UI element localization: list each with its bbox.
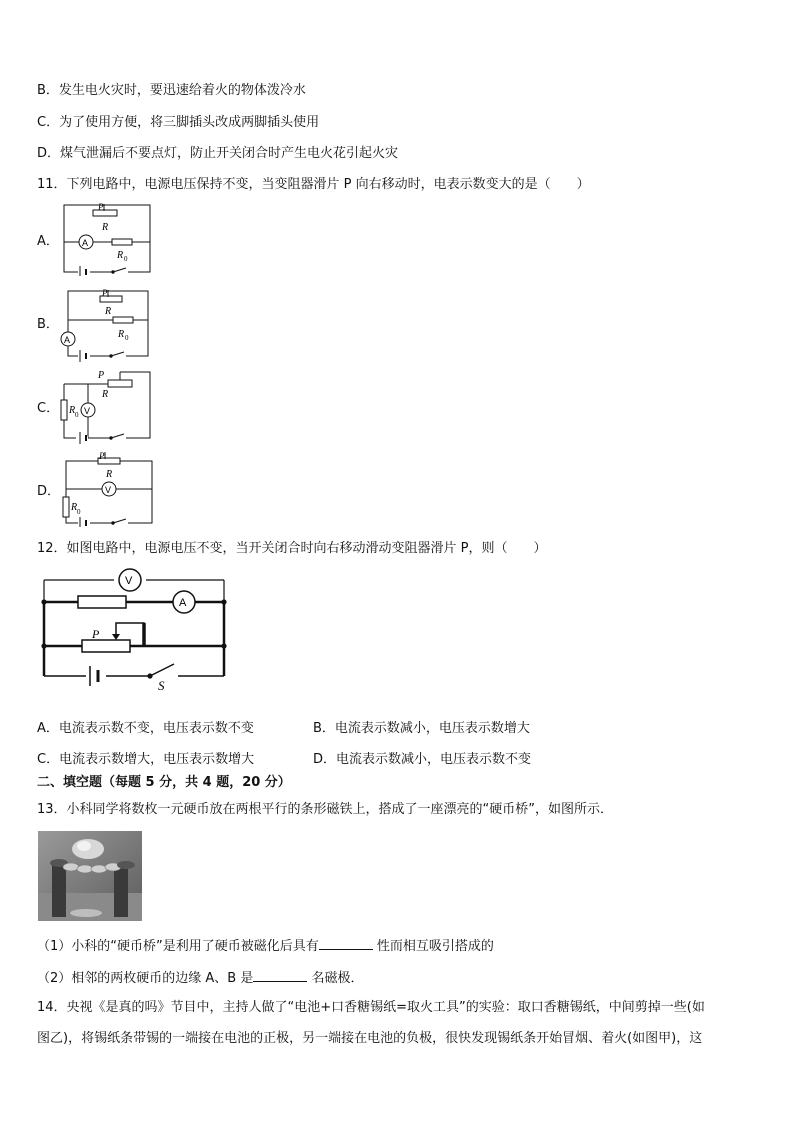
q13-sub1-blank[interactable] (319, 935, 373, 950)
q11-circuit-c (58, 366, 158, 444)
q10-option-b: B．发生电火灾时，要迅速给着火的物体泼冷水 (37, 83, 306, 98)
q13-sub2-blank[interactable] (253, 967, 307, 982)
q11c-r-symbol: R (102, 389, 109, 400)
q11-circuit-d (60, 451, 160, 527)
q11a-r0-symbol: R (117, 250, 124, 261)
q11-option-b-label: B． (37, 317, 59, 332)
q11d-voltmeter-symbol: V (105, 485, 112, 495)
q11-circuit-b (58, 286, 158, 362)
q12-circuit (38, 566, 230, 692)
q11b-r0-sub: 0 (125, 334, 129, 342)
q13-sub1-before-blank: （1）小科的“硬币桥”是利用了硬币被磁化后具有 (37, 939, 319, 954)
q11a-p-symbol: P (98, 202, 104, 212)
q11c-r0-sub: 0 (75, 411, 79, 419)
q11d-r-symbol: R (106, 469, 113, 480)
q14-line1: 14．央视《是真的吗》节目中，主持人做了“电池+口香糖锡纸=取火工具”的实验：取口香糖锡纸，中间剪掉一些(如 (37, 1000, 705, 1015)
q13-stem: 13．小科同学将数枚一元硬币放在两根平行的条形磁铁上，搭成了一座漂亮的“硬币桥”，如图所示． (37, 802, 614, 817)
q11-option-d-label: D． (37, 484, 61, 499)
q11c-voltmeter-symbol: V (84, 406, 91, 416)
q11b-ammeter-symbol: A (64, 335, 71, 345)
section-title-fill-in: 二、填空题（每题 5 分，共 4 题，20 分） (37, 775, 291, 790)
q12-voltmeter-symbol: V (125, 575, 133, 587)
q10-option-c: C．为了使用方便，将三脚插头改成两脚插头使用 (37, 115, 320, 130)
q11a-r-symbol: R (102, 222, 109, 233)
q11-option-a-label: A． (37, 234, 59, 249)
q11b-p-symbol: P (102, 288, 108, 298)
q12-s-symbol: S (158, 678, 165, 692)
q10-option-d: D．煤气泄漏后不要点灯，防止开关闭合时产生电火花引起火灾 (37, 146, 399, 161)
q11b-r-symbol: R (105, 306, 112, 317)
q13-sub1 (37, 935, 494, 956)
q12-stem: 12．如图电路中，电源电压不变，当开关闭合时向右移动滑动变阻器滑片 P，则（ ） (37, 541, 547, 556)
q13-sub2-before-blank: （2）相邻的两枚硬币的边缘 A、B 是 (37, 971, 254, 986)
q14-line2: 图乙)，将锡纸条带锡的一端接在电池的正极，另一端接在电池的负极，很快发现锡纸条开始冒烟、着火(如图甲)，这 (37, 1031, 703, 1046)
q11-circuit-a (60, 200, 160, 276)
q12-option-b: B．电流表示数减小，电压表示数增大 (313, 721, 530, 736)
q11d-r0-symbol: R (71, 502, 78, 513)
q12-option-a: A．电流表示数不变，电压表示数不变 (37, 721, 254, 736)
q11c-r0-symbol: R (69, 405, 76, 416)
q11b-r0-symbol: R (118, 329, 125, 340)
q13-sub2 (37, 967, 364, 988)
q13-sub1-after-blank: 性而相互吸引搭成的 (372, 939, 494, 954)
q11d-p-symbol: P (99, 451, 105, 461)
q11-option-c-label: C． (37, 401, 60, 416)
q11c-p-symbol: P (98, 370, 105, 381)
q11-stem: 11．下列电路中，电源电压保持不变，当变阻器滑片 P 向右移动时，电表示数变大的是（ ） (37, 177, 590, 192)
q11a-ammeter-symbol: A (82, 238, 89, 248)
q12-option-d: D．电流表示数减小，电压表示数不变 (313, 752, 532, 767)
q11d-r0-sub: 0 (77, 508, 81, 516)
q12-option-c: C．电流表示数增大，电压表示数增大 (37, 752, 255, 767)
q12-ammeter-symbol: A (179, 597, 187, 609)
q12-p-symbol: P (92, 627, 100, 641)
q13-sub2-after-blank: 名磁极． (307, 971, 364, 986)
coin-bridge-photo (38, 831, 142, 921)
q11a-r0-sub: 0 (124, 255, 128, 263)
